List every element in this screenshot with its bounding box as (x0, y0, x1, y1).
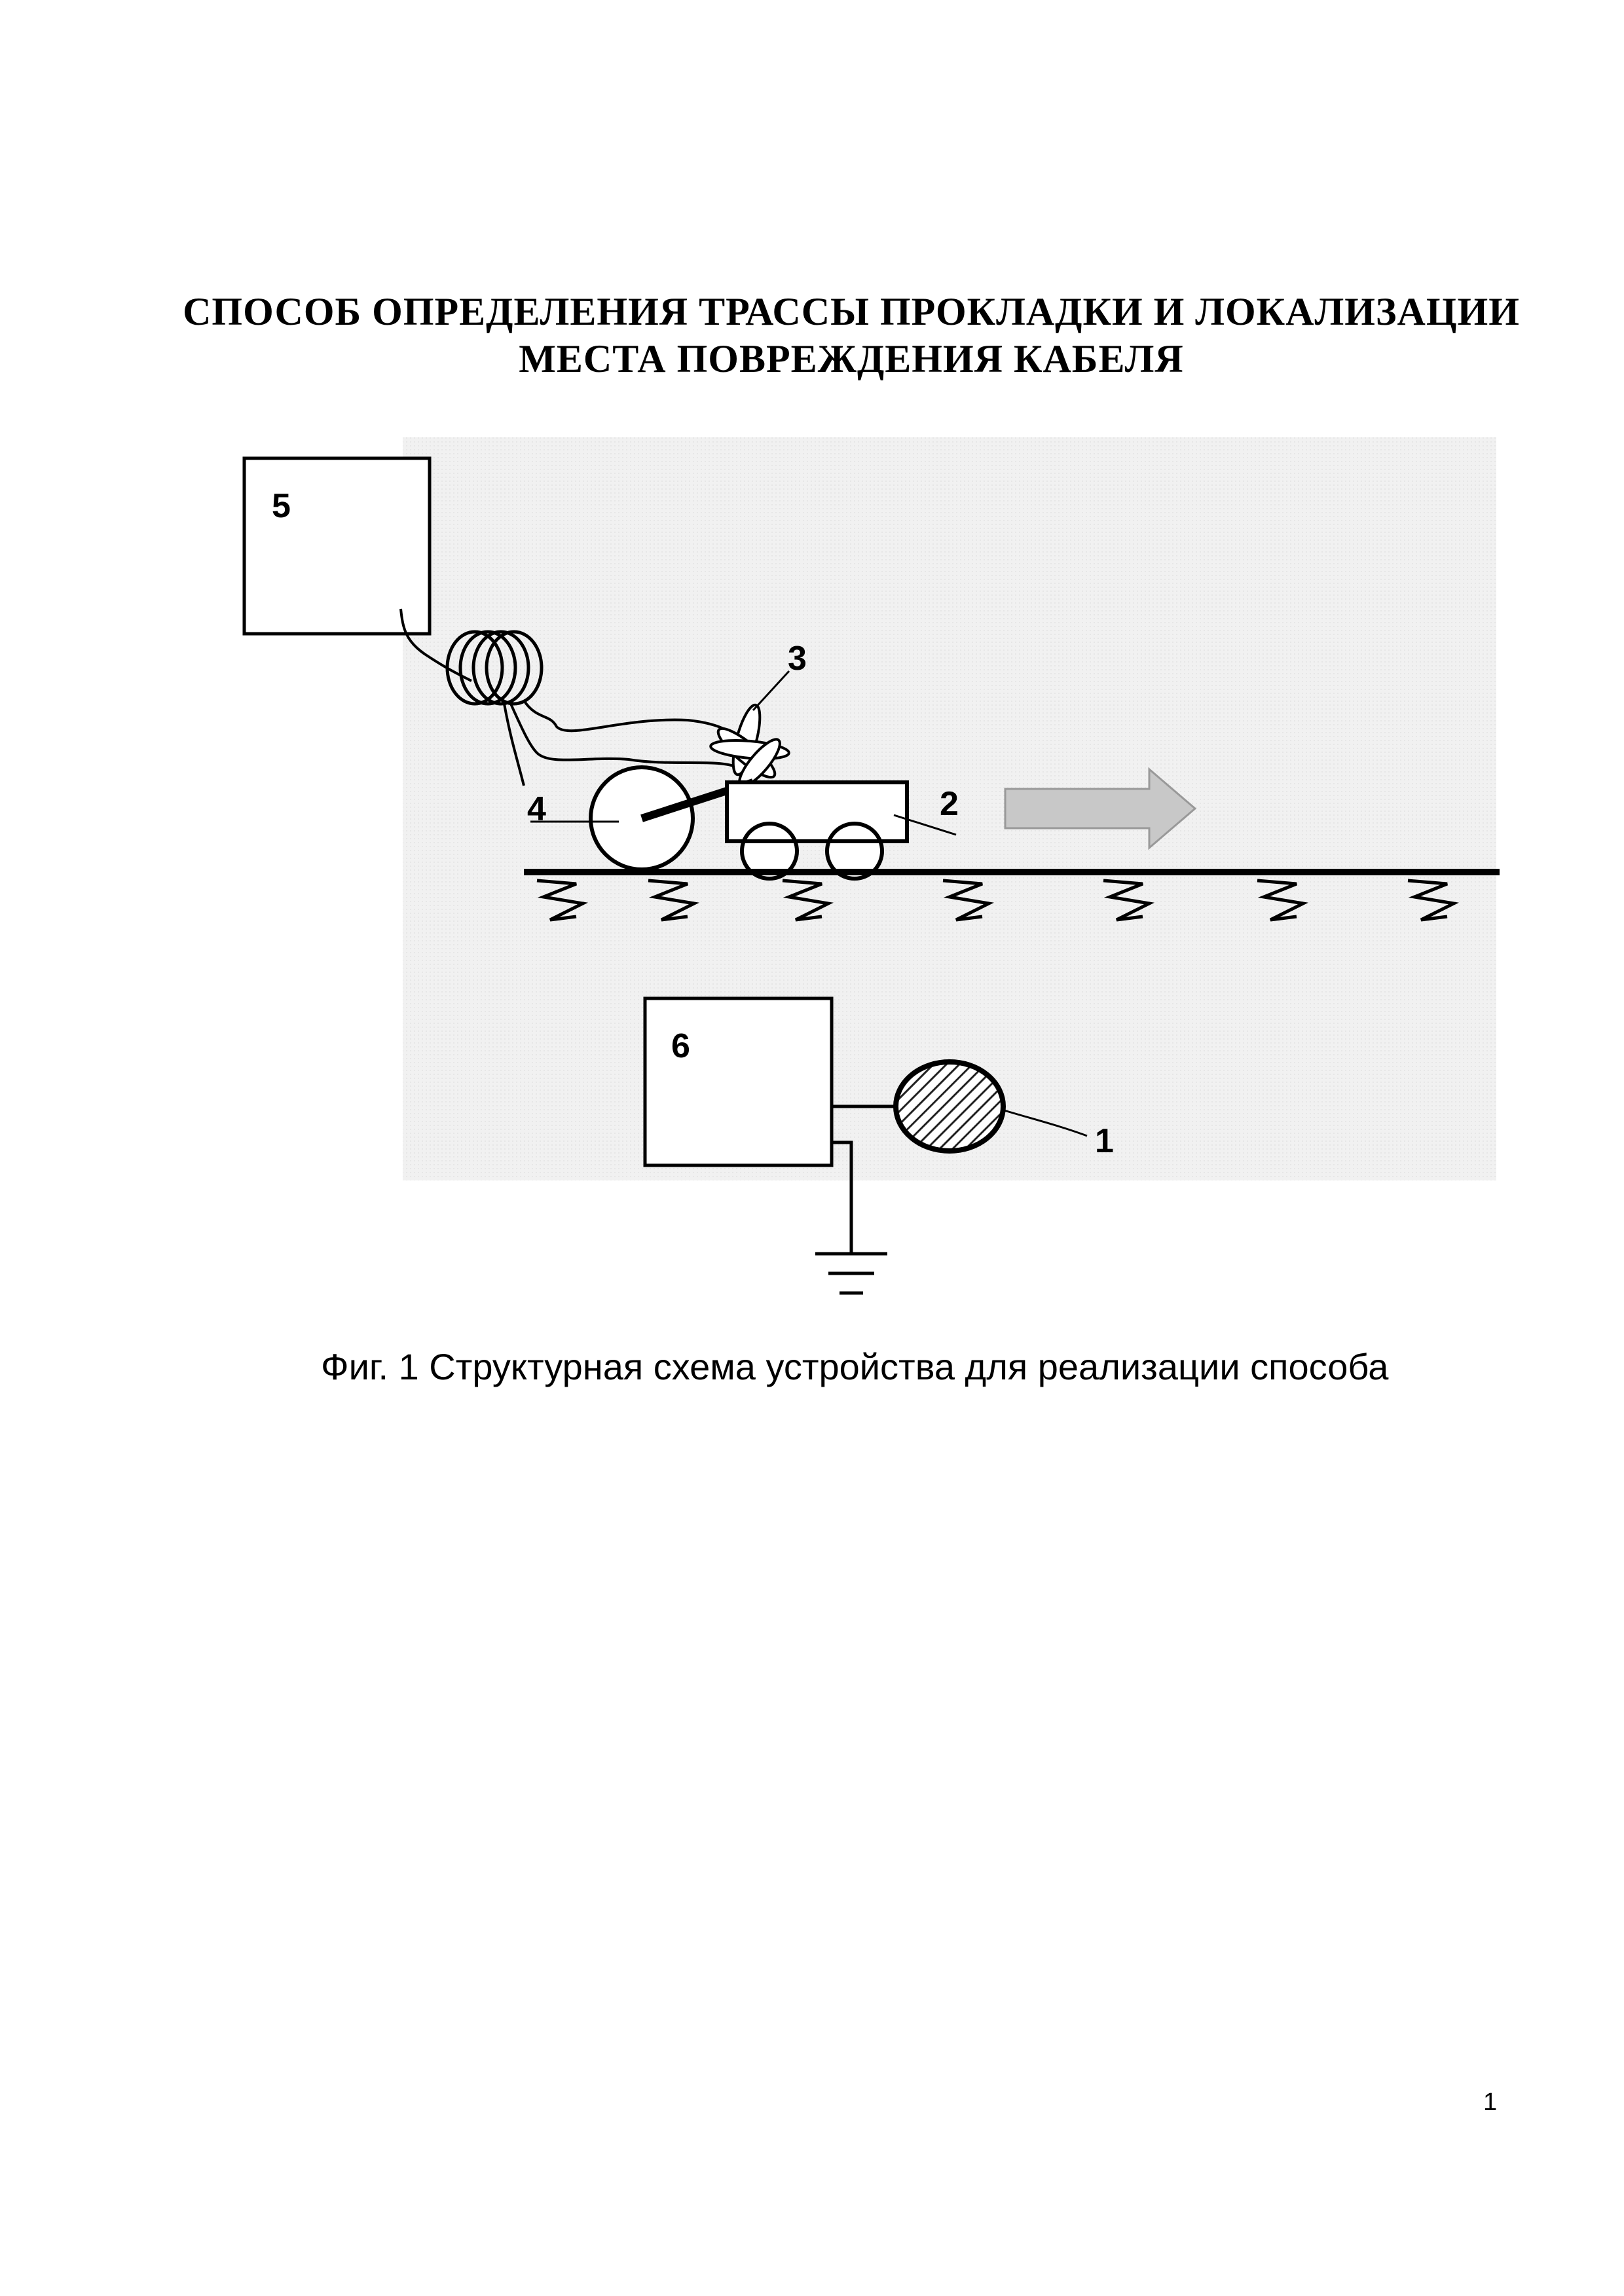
label-6: 6 (671, 1027, 690, 1065)
label-3: 3 (788, 640, 807, 678)
title-line-1: СПОСОБ ОПРЕДЕЛЕНИЯ ТРАССЫ ПРОКЛАДКИ И ЛОКАЛИЗАЦИИ (183, 290, 1520, 333)
figure-caption: Фиг. 1 Структурная схема устройства для реализации способа (321, 1346, 1389, 1387)
title-line-2: МЕСТА ПОВРЕЖДЕНИЯ КАБЕЛЯ (519, 337, 1184, 380)
label-4: 4 (527, 790, 546, 828)
receiver-box (244, 458, 430, 634)
label-1: 1 (1095, 1122, 1114, 1160)
cable-cross-section (896, 1062, 1003, 1151)
generator-box (645, 998, 832, 1165)
label-5: 5 (272, 487, 291, 525)
label-2: 2 (940, 785, 959, 823)
page-number: 1 (1483, 2088, 1498, 2116)
